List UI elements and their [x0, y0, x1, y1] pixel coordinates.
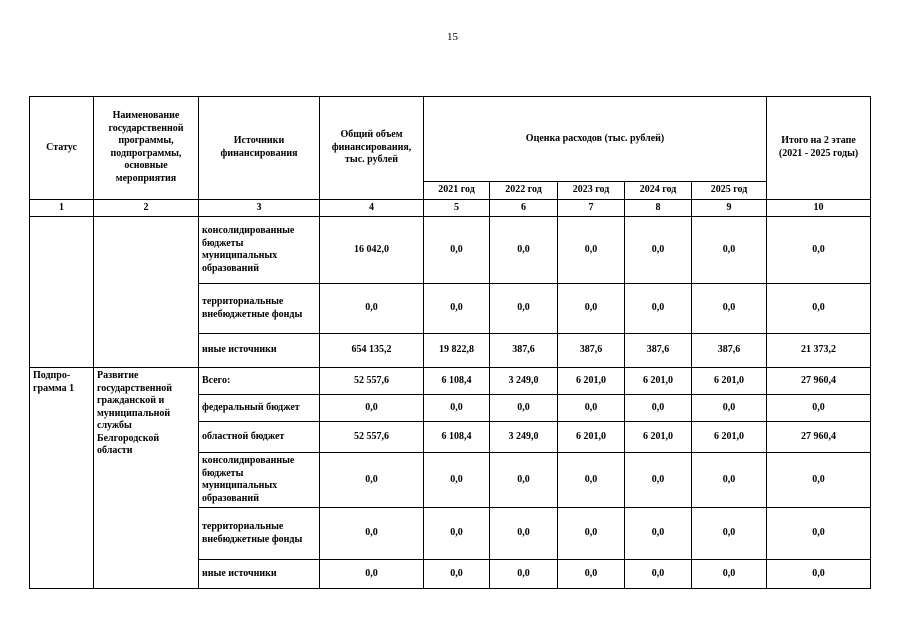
year-value-cell: 0,0 [625, 453, 692, 508]
year-value-cell: 0,0 [692, 284, 767, 334]
header-total-volume: Общий объем финансирования, тыс. рублей [320, 97, 424, 200]
year-value-cell: 0,0 [490, 560, 558, 589]
source-cell: Всего: [199, 368, 320, 395]
total-cell: 0,0 [320, 560, 424, 589]
year-value-cell: 387,6 [625, 334, 692, 368]
year-value-cell: 0,0 [558, 217, 625, 284]
stage-total-cell: 0,0 [767, 217, 871, 284]
table-row [30, 217, 871, 284]
stage-total-cell: 0,0 [767, 508, 871, 560]
header-year: 2021 год [424, 182, 490, 200]
column-number: 8 [625, 199, 692, 217]
status-cell-empty [30, 217, 94, 368]
year-value-cell: 0,0 [692, 508, 767, 560]
year-value-cell: 0,0 [424, 508, 490, 560]
year-value-cell: 3 249,0 [490, 368, 558, 395]
total-cell: 52 557,6 [320, 422, 424, 453]
source-cell: консолидированные бюджеты муниципальных образований [199, 453, 320, 508]
column-number: 1 [30, 199, 94, 217]
year-value-cell: 0,0 [625, 284, 692, 334]
year-value-cell: 0,0 [490, 508, 558, 560]
year-value-cell: 0,0 [625, 217, 692, 284]
column-numbers-row [30, 199, 871, 217]
column-number: 9 [692, 199, 767, 217]
total-cell: 0,0 [320, 453, 424, 508]
stage-total-cell: 0,0 [767, 453, 871, 508]
header-sources: Источники финансирования [199, 97, 320, 200]
year-value-cell: 3 249,0 [490, 422, 558, 453]
header-year: 2025 год [692, 182, 767, 200]
header-stage-total: Итого на 2 этапе (2021 - 2025 годы) [767, 97, 871, 200]
column-number: 4 [320, 199, 424, 217]
year-value-cell: 19 822,8 [424, 334, 490, 368]
year-value-cell: 6 108,4 [424, 368, 490, 395]
total-cell: 0,0 [320, 284, 424, 334]
year-value-cell: 0,0 [625, 508, 692, 560]
year-value-cell: 387,6 [558, 334, 625, 368]
header-year: 2022 год [490, 182, 558, 200]
year-value-cell: 0,0 [692, 217, 767, 284]
year-value-cell: 0,0 [692, 453, 767, 508]
header-estimate: Оценка расходов (тыс. рублей) [424, 97, 767, 182]
status-cell: Подпро- грамма 1 [30, 368, 94, 589]
total-cell: 16 042,0 [320, 217, 424, 284]
year-value-cell: 6 201,0 [692, 368, 767, 395]
year-value-cell: 0,0 [558, 508, 625, 560]
source-cell: федеральный бюджет [199, 395, 320, 422]
year-value-cell: 6 201,0 [625, 368, 692, 395]
stage-total-cell: 0,0 [767, 284, 871, 334]
year-value-cell: 0,0 [490, 217, 558, 284]
year-value-cell: 0,0 [558, 453, 625, 508]
column-number: 5 [424, 199, 490, 217]
year-value-cell: 387,6 [692, 334, 767, 368]
header-name: Наименование государственной программы, подпрограммы, основные мероприятия [94, 97, 199, 200]
source-cell: территориальные внебюджетные фонды [199, 284, 320, 334]
source-cell: иные источники [199, 334, 320, 368]
year-value-cell: 0,0 [558, 395, 625, 422]
column-number: 10 [767, 199, 871, 217]
year-value-cell: 0,0 [692, 395, 767, 422]
stage-total-cell: 0,0 [767, 560, 871, 589]
total-cell: 52 557,6 [320, 368, 424, 395]
year-value-cell: 0,0 [625, 395, 692, 422]
column-number: 7 [558, 199, 625, 217]
stage-total-cell: 0,0 [767, 395, 871, 422]
year-value-cell: 0,0 [692, 560, 767, 589]
year-value-cell: 6 201,0 [625, 422, 692, 453]
year-value-cell: 0,0 [558, 560, 625, 589]
year-value-cell: 0,0 [424, 284, 490, 334]
total-cell: 654 135,2 [320, 334, 424, 368]
stage-total-cell: 27 960,4 [767, 422, 871, 453]
column-number: 3 [199, 199, 320, 217]
header-year: 2023 год [558, 182, 625, 200]
year-value-cell: 0,0 [490, 395, 558, 422]
source-cell: иные источники [199, 560, 320, 589]
total-cell: 0,0 [320, 395, 424, 422]
year-value-cell: 6 108,4 [424, 422, 490, 453]
year-value-cell: 0,0 [424, 560, 490, 589]
table-header-row [30, 97, 871, 182]
year-value-cell: 6 201,0 [558, 368, 625, 395]
page-number: 15 [447, 31, 458, 43]
column-number: 2 [94, 199, 199, 217]
year-value-cell: 0,0 [424, 395, 490, 422]
financing-table [29, 96, 871, 589]
year-value-cell: 0,0 [424, 217, 490, 284]
source-cell: территориальные внебюджетные фонды [199, 508, 320, 560]
year-value-cell: 6 201,0 [692, 422, 767, 453]
column-number: 6 [490, 199, 558, 217]
year-value-cell: 0,0 [490, 453, 558, 508]
source-cell: областной бюджет [199, 422, 320, 453]
total-cell: 0,0 [320, 508, 424, 560]
header-year: 2024 год [625, 182, 692, 200]
year-value-cell: 0,0 [625, 560, 692, 589]
stage-total-cell: 27 960,4 [767, 368, 871, 395]
year-value-cell: 0,0 [558, 284, 625, 334]
header-status: Статус [30, 97, 94, 200]
name-cell: Развитие государственной гражданской и муниципальной службы Белгородской области [94, 368, 199, 589]
stage-total-cell: 21 373,2 [767, 334, 871, 368]
year-value-cell: 0,0 [424, 453, 490, 508]
year-value-cell: 0,0 [490, 284, 558, 334]
table-row [30, 368, 871, 395]
year-value-cell: 6 201,0 [558, 422, 625, 453]
year-value-cell: 387,6 [490, 334, 558, 368]
source-cell: консолидированные бюджеты муниципальных образований [199, 217, 320, 284]
name-cell-empty [94, 217, 199, 368]
